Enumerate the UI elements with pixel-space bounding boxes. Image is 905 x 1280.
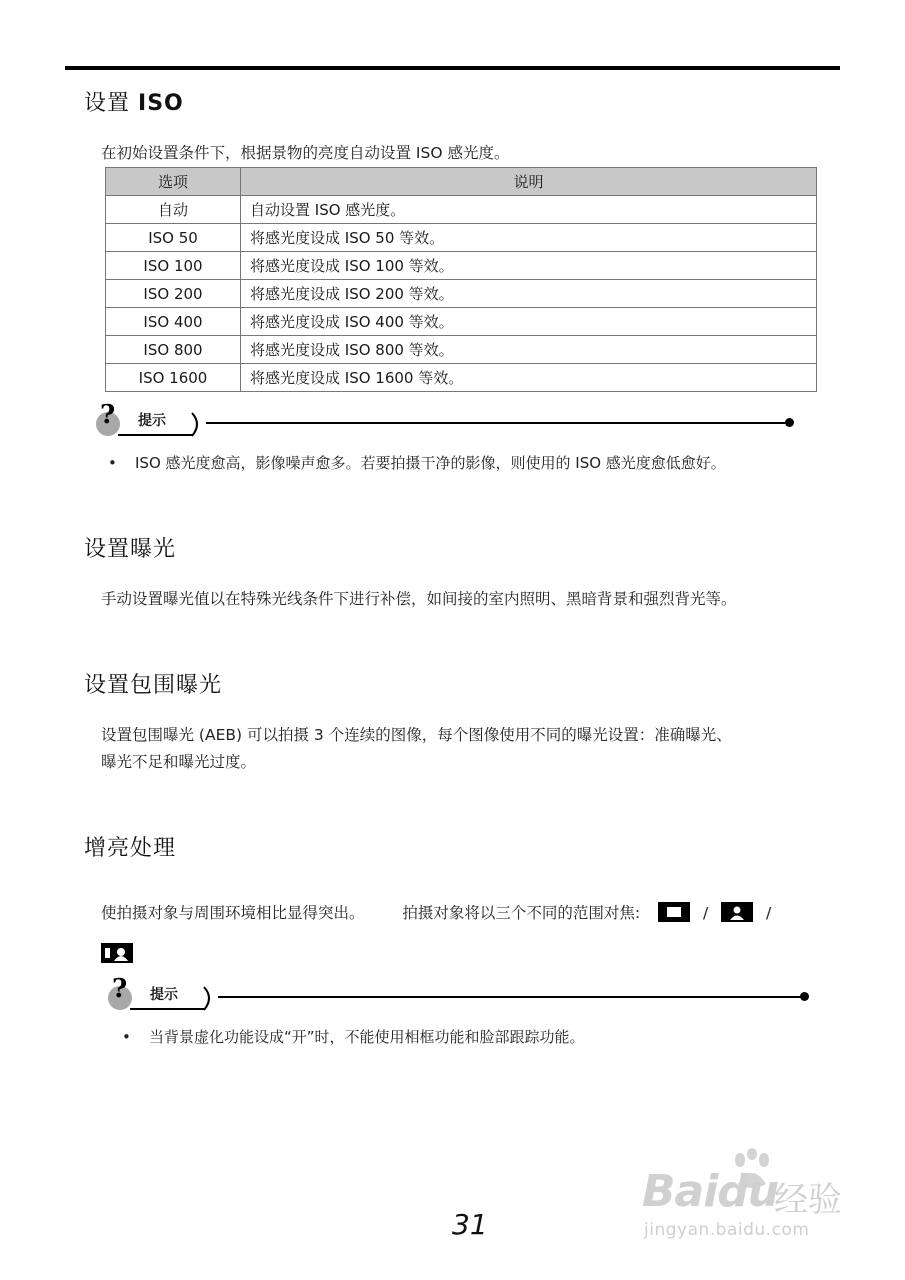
- tip-bullet-iso: • ISO 感光度愈高，影像噪声愈多。若要拍摄干净的影像，则使用的 ISO 感光度愈低愈好。: [108, 454, 726, 472]
- table-cell-option: ISO 800: [106, 336, 241, 364]
- watermark-url: jingyan.baidu.com: [644, 1220, 810, 1240]
- bracketing-heading: 设置包围曝光: [84, 673, 223, 698]
- tip-text: 当背景虚化功能设成“开”时，不能使用相框功能和脸部跟踪功能。: [149, 1028, 585, 1046]
- table-row: [106, 280, 817, 308]
- tip-label: 提示: [138, 413, 166, 429]
- iso-intro: 在初始设置条件下，根据景物的亮度自动设置 ISO 感光度。: [101, 144, 510, 162]
- enhance-text-2: 拍摄对象将以三个不同的范围对焦:: [402, 904, 641, 922]
- top-rule: [65, 66, 840, 70]
- table-row: [106, 308, 817, 336]
- table-cell-description: 将感光度设成 ISO 1600 等效。: [241, 364, 817, 392]
- table-row: [106, 364, 817, 392]
- enhance-text-line: [101, 900, 771, 926]
- tip-block-iso: [96, 400, 796, 450]
- separator-slash: /: [702, 904, 709, 922]
- frame-portrait-icon: [721, 902, 753, 922]
- watermark-logo: Baidu: [642, 1166, 779, 1217]
- table-cell-description: 将感光度设成 ISO 100 等效。: [241, 252, 817, 280]
- table-header-option: 选项: [106, 168, 241, 196]
- table-cell-description: 将感光度设成 ISO 800 等效。: [241, 336, 817, 364]
- exposure-text: 手动设置曝光值以在特殊光线条件下进行补偿，如间接的室内照明、黑暗背景和强烈背光等。: [101, 590, 737, 608]
- watermark-cn: 经验: [774, 1180, 842, 1220]
- tip-text: ISO 感光度愈高，影像噪声愈多。若要拍摄干净的影像，则使用的 ISO 感光度愈低愈好。: [135, 454, 726, 472]
- tip-underline: [118, 434, 192, 436]
- table-cell-option: ISO 400: [106, 308, 241, 336]
- tip-bracket-icon: [188, 410, 208, 440]
- table-header-row: [106, 168, 817, 196]
- tip-bracket-icon: [200, 984, 220, 1014]
- table-row: [106, 252, 817, 280]
- help-question-icon: ?: [108, 986, 132, 1010]
- table-cell-option: ISO 50: [106, 224, 241, 252]
- table-cell-description: 自动设置 ISO 感光度。: [241, 196, 817, 224]
- frame-side-icon: [101, 943, 133, 963]
- frame-full-icon: [658, 902, 690, 922]
- table-cell-option: ISO 100: [106, 252, 241, 280]
- separator-slash: /: [766, 904, 772, 922]
- table-header-description: 说明: [241, 168, 817, 196]
- table-row: [106, 336, 817, 364]
- table-row: [106, 196, 817, 224]
- enhance-heading: 增亮处理: [84, 836, 177, 861]
- table-cell-description: 将感光度设成 ISO 200 等效。: [241, 280, 817, 308]
- table-cell-description: 将感光度设成 ISO 400 等效。: [241, 308, 817, 336]
- bracketing-text-line2: 曝光不足和曝光过度。: [101, 753, 257, 771]
- tip-underline: [130, 1008, 204, 1010]
- enhance-text-1: 使拍摄对象与周围环境相比显得突出。: [101, 904, 365, 922]
- table-cell-option: ISO 1600: [106, 364, 241, 392]
- tip-label: 提示: [150, 987, 178, 1003]
- tip-rule-end-dot: [785, 418, 794, 427]
- help-question-icon: ?: [96, 412, 120, 436]
- tip-rule: [206, 422, 786, 424]
- exposure-heading: 设置曝光: [84, 537, 177, 562]
- table-cell-description: 将感光度设成 ISO 50 等效。: [241, 224, 817, 252]
- table-cell-option: 自动: [106, 196, 241, 224]
- iso-table: [105, 167, 817, 392]
- tip-bullet-enhance: • 当背景虚化功能设成“开”时，不能使用相框功能和脸部跟踪功能。: [122, 1028, 585, 1046]
- page-number: 31: [452, 1208, 488, 1241]
- tip-rule: [218, 996, 802, 998]
- table-cell-option: ISO 200: [106, 280, 241, 308]
- baidu-watermark: [642, 1148, 852, 1243]
- iso-heading: 设置 ISO: [84, 91, 184, 116]
- tip-block-enhance: [108, 974, 813, 1024]
- tip-rule-end-dot: [800, 992, 809, 1001]
- bracketing-text-line1: 设置包围曝光 (AEB) 可以拍摄 3 个连续的图像，每个图像使用不同的曝光设置：准确曝光、: [101, 726, 732, 744]
- table-row: [106, 224, 817, 252]
